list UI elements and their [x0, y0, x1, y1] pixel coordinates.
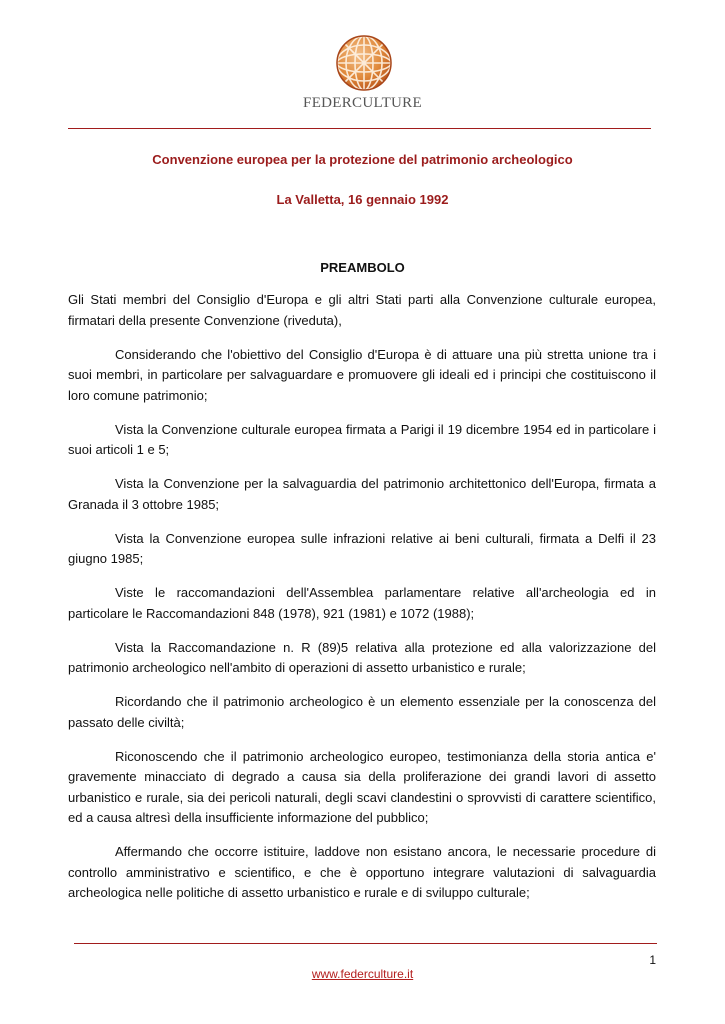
document-date: La Valletta, 16 gennaio 1992: [276, 192, 449, 207]
federculture-globe-icon: [334, 33, 394, 93]
paragraph: Riconoscendo che il patrimonio archeologico europeo, testimonianza della storia antica e' gravemente minacciato di degrado a causa sia della proliferazione dei grandi lavori di assetto urbanistico e rurale, sia dei pericoli naturali, degli scavi clandestini o sprovvisti di carattere scientifico, ed a causa altresì della insufficiente informazione del pubblico;: [68, 748, 656, 825]
paragraph: Affermando che occorre istituire, laddove non esistano ancora, le necessarie procedure di controllo amministrativo e scientifico, e che è opportuno integrare valutazioni di salvaguardia archeologica nelle politiche di assetto urbanistico e rurale e di sviluppo culturale;: [68, 844, 656, 900]
header-divider: [68, 128, 651, 129]
paragraph: Considerando che l'obiettivo del Consiglio d'Europa è di attuare una più stretta unione tra i suoi membri, in particolare per salvaguardare e promuovere gli ideali ed i principi che costituiscono il loro comune patrimonio;: [68, 346, 656, 403]
website-link[interactable]: www.federculture.it: [311, 967, 414, 981]
paragraph: Viste le raccomandazioni dell'Assemblea parlamentare relative all'archeologia ed in particolare le Raccomandazioni 848 (1978), 921 (1981) e 1072 (1988);: [68, 585, 656, 621]
paragraph: Ricordando che il patrimonio archeologico è un elemento essenziale per la conoscenza del passato delle civiltà;: [68, 694, 656, 730]
paragraph: Vista la Raccomandazione n. R (89)5 relativa alla protezione ed alla valorizzazione del patrimonio archeologico nell'ambito di operazioni di assetto urbanistico e rurale;: [68, 639, 656, 675]
document-body: [68, 290, 656, 917]
document-title: Convenzione europea per la protezione del patrimonio archeologico: [152, 152, 573, 167]
paragraph: Gli Stati membri del Consiglio d'Europa e gli altri Stati parti alla Convenzione culturale europea, firmatari della presente Convenzione (riveduta),: [68, 292, 656, 328]
section-heading: PREAMBOLO: [320, 260, 405, 275]
brand-name: FEDERCULTURE: [303, 95, 422, 111]
paragraph: Vista la Convenzione culturale europea firmata a Parigi il 19 dicembre 1954 ed in particolare i suoi articoli 1 e 5;: [68, 421, 656, 457]
paragraph: Vista la Convenzione per la salvaguardia del patrimonio architettonico dell'Europa, firmata a Granada il 3 ottobre 1985;: [68, 476, 656, 512]
paragraph: Vista la Convenzione europea sulle infrazioni relative ai beni culturali, firmata a Delfi il 23 giugno 1985;: [68, 530, 656, 566]
page-number: 1: [649, 953, 656, 967]
footer-divider: [74, 943, 657, 944]
